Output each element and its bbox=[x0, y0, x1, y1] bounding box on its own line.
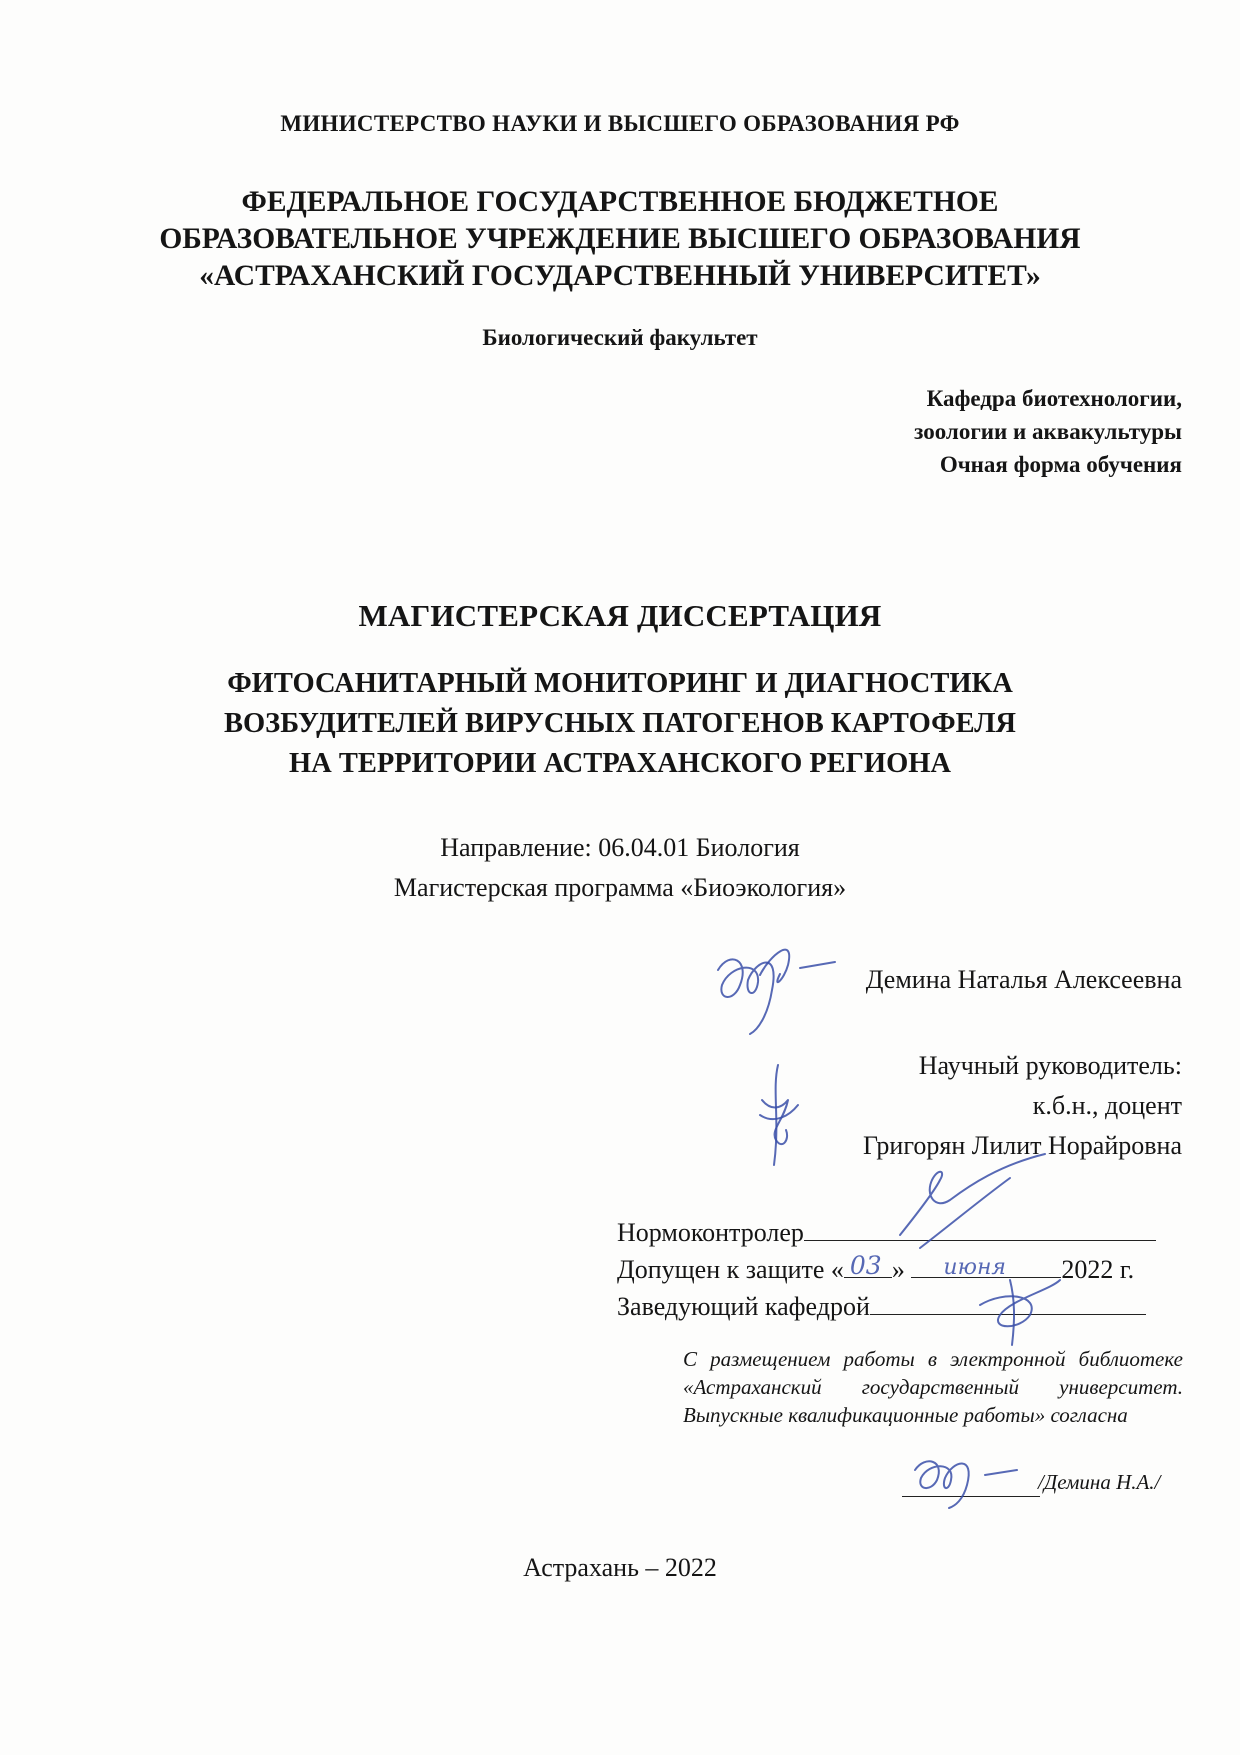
supervisor-degree: к.б.н., доцент bbox=[1032, 1091, 1182, 1120]
study-direction: Направление: 06.04.01 Биология bbox=[440, 833, 800, 862]
department-line: Кафедра биотехнологии, bbox=[926, 386, 1182, 411]
topic-line: ФИТОСАНИТАРНЫЙ МОНИТОРИНГ И ДИАГНОСТИКА bbox=[227, 668, 1013, 699]
normcontrol-label: Нормоконтролер bbox=[617, 1218, 804, 1247]
institution-line: ФЕДЕРАЛЬНОЕ ГОСУДАРСТВЕННОЕ БЮДЖЕТНОЕ bbox=[241, 186, 999, 218]
supervisor-name: Григорян Лилит Норайровна bbox=[863, 1131, 1182, 1160]
supervisor-signature bbox=[750, 1060, 810, 1170]
admitted-quote: » bbox=[891, 1255, 905, 1284]
institution-name bbox=[0, 184, 1240, 295]
author-name: Демина Наталья Алексеевна bbox=[865, 965, 1182, 994]
department-line: зоологии и аквакультуры bbox=[914, 419, 1182, 444]
consent-signature bbox=[905, 1440, 1025, 1510]
master-program: Магистерская программа «Биоэкология» bbox=[393, 873, 847, 902]
admitted-year: 2022 г. bbox=[1061, 1255, 1135, 1284]
city-year: Астрахань – 2022 bbox=[523, 1553, 717, 1582]
head-label: Заведующий кафедрой bbox=[617, 1292, 870, 1321]
ministry-heading: МИНИСТЕРСТВО НАУКИ И ВЫСШЕГО ОБРАЗОВАНИЯ РФ bbox=[280, 111, 960, 136]
admitted-day: 03 bbox=[849, 1251, 882, 1280]
department-block bbox=[914, 382, 1182, 481]
consent-statement: С размещением работы в электронной библиотеке «Астраханский государственный университет. Выпускные квалификационные работы» согласна bbox=[683, 1347, 1183, 1427]
study-form: Очная форма обучения bbox=[939, 452, 1182, 477]
institution-line: ОБРАЗОВАТЕЛЬНОЕ УЧРЕЖДЕНИЕ ВЫСШЕГО ОБРАЗОВАНИЯ bbox=[159, 223, 1081, 255]
topic-line: ВОЗБУДИТЕЛЕЙ ВИРУСНЫХ ПАТОГЕНОВ КАРТОФЕЛЯ bbox=[223, 708, 1017, 739]
author-signature bbox=[700, 930, 840, 1040]
normcontrol-signature bbox=[880, 1150, 1050, 1260]
institution-line: «АСТРАХАНСКИЙ ГОСУДАРСТВЕННЫЙ УНИВЕРСИТЕТ» bbox=[199, 260, 1041, 292]
thesis-topic bbox=[0, 664, 1240, 784]
topic-line: НА ТЕРРИТОРИИ АСТРАХАНСКОГО РЕГИОНА bbox=[288, 748, 952, 779]
admitted-month: июня bbox=[943, 1255, 1007, 1280]
study-direction-block bbox=[0, 828, 1240, 908]
admitted-prefix: Допущен к защите « bbox=[617, 1255, 844, 1284]
faculty-name: Биологический факультет bbox=[482, 325, 758, 350]
supervisor-block bbox=[863, 1046, 1182, 1166]
consent-signature-name: /Демина Н.А./ bbox=[1038, 1470, 1161, 1494]
thesis-type: МАГИСТЕРСКАЯ ДИССЕРТАЦИЯ bbox=[358, 598, 882, 633]
supervisor-label: Научный руководитель: bbox=[918, 1051, 1182, 1080]
head-signature bbox=[960, 1270, 1080, 1350]
